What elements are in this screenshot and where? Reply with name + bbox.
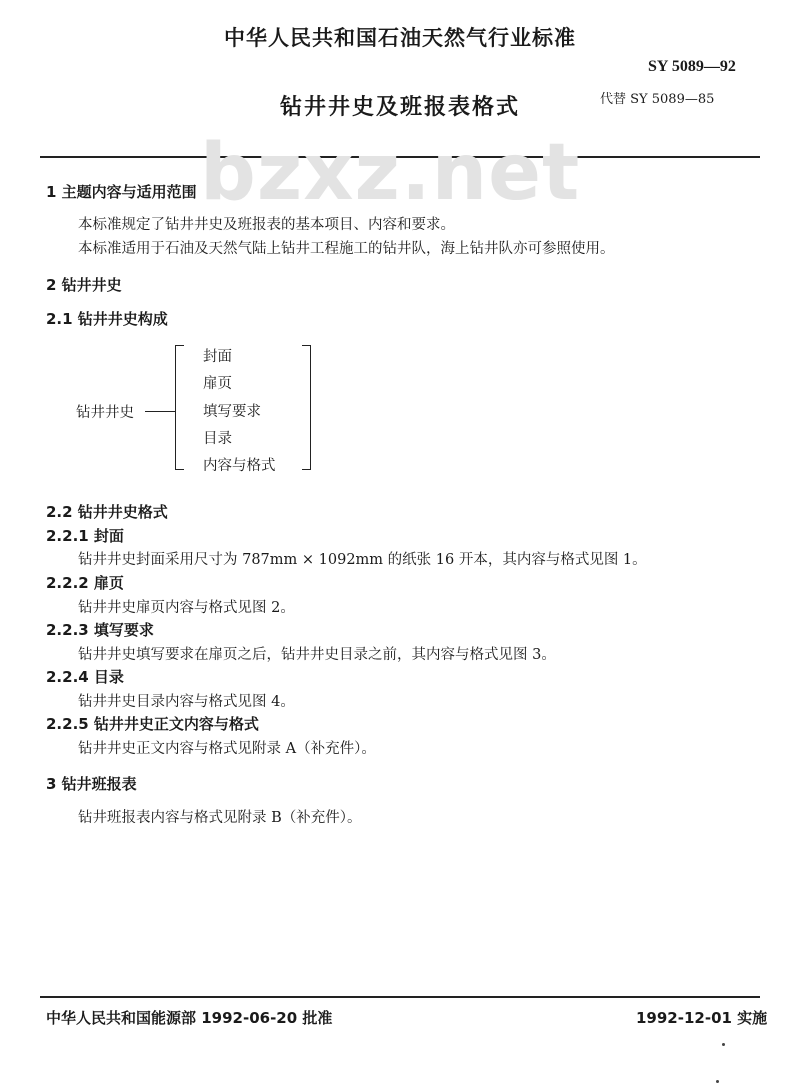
scan-speck [722,1043,725,1046]
effective-date: 1992-12-01 实施 [636,1009,768,1027]
composition-item: 填写要求 [203,404,261,420]
subsection-text: 钻井井史封面采用尺寸为 787mm × 1092mm 的纸张 16 开本，其内容与格式见图 1。 [78,552,647,568]
section-2-1-heading: 2.1 钻井井史构成 [46,310,168,328]
section-2-2-heading: 2.2 钻井井史格式 [46,503,168,521]
composition-item: 扉页 [203,376,232,392]
composition-bracket-right [302,345,311,470]
section-3-paragraph: 钻井班报表内容与格式见附录 B（补充件）。 [78,810,362,826]
composition-root-label: 钻井井史 [76,405,134,421]
subsection-heading: 2.2.1 封面 [46,527,124,545]
section-1-paragraph-2: 本标准适用于石油及天然气陆上钻井工程施工的钻井队，海上钻井队亦可参照使用。 [78,241,615,257]
section-1-paragraph-1: 本标准规定了钻井井史及班报表的基本项目、内容和要求。 [78,217,455,233]
subsection-text: 钻井井史填写要求在扉页之后，钻井井史目录之前，其内容与格式见图 3。 [78,647,556,663]
watermark: bzxz.net [200,128,581,218]
composition-item: 目录 [203,431,232,447]
subsection-text: 钻井井史扉页内容与格式见图 2。 [78,600,295,616]
subsection-text: 钻井井史目录内容与格式见图 4。 [78,694,295,710]
composition-bracket-left [175,345,184,470]
document-title: 钻井井史及班报表格式 [279,95,520,120]
subsection-heading: 2.2.4 目录 [46,668,124,686]
composition-connector [145,411,175,412]
subsection-heading: 2.2.3 填写要求 [46,621,154,639]
section-1-heading: 1 主题内容与适用范围 [46,183,197,201]
section-3-heading: 3 钻井班报表 [46,775,137,793]
section-2-heading: 2 钻井井史 [46,276,122,294]
composition-item: 封面 [203,349,232,365]
composition-item: 内容与格式 [203,458,276,474]
subsection-heading: 2.2.5 钻井井史正文内容与格式 [46,715,259,733]
approval-statement: 中华人民共和国能源部 1992-06-20 批准 [46,1009,333,1027]
replaces-standard: 代替 SY 5089—85 [600,92,715,107]
issuing-standard-category: 中华人民共和国石油天然气行业标准 [224,26,576,50]
subsection-text: 钻井井史正文内容与格式见附录 A（补充件）。 [78,741,376,757]
footer-rule [40,996,760,998]
subsection-heading: 2.2.2 扉页 [46,574,124,592]
standard-number: SY 5089—92 [648,58,736,75]
scan-speck [716,1080,719,1083]
